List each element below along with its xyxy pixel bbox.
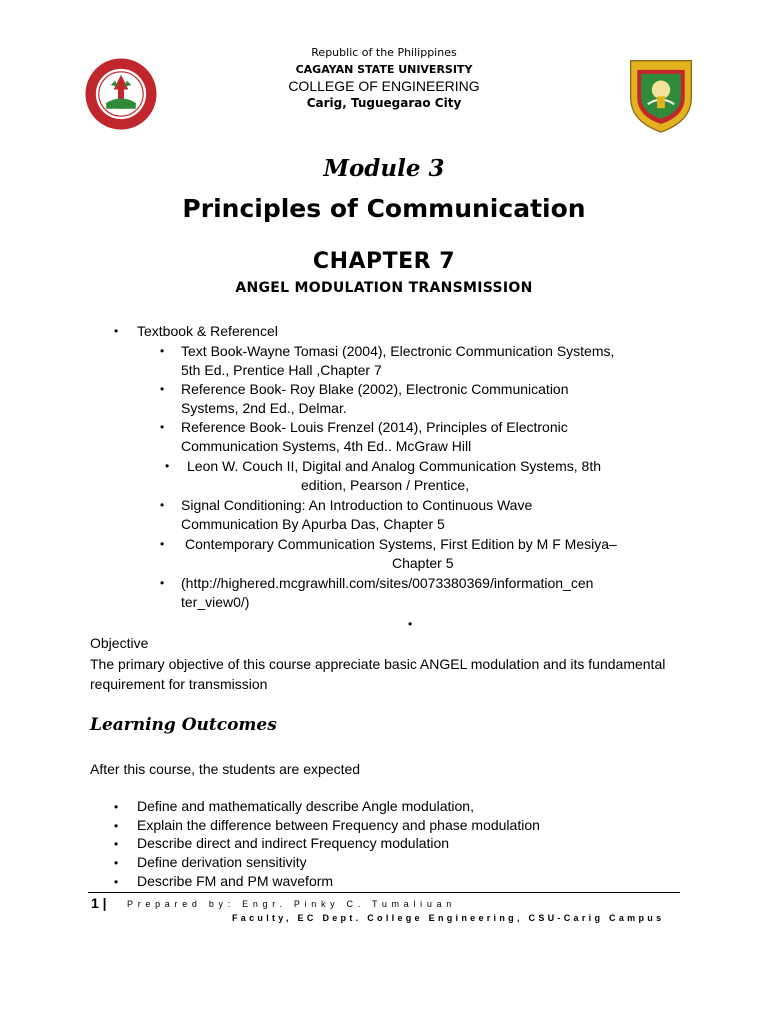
header-republic: Republic of the Philippines [311,46,457,59]
bullet: • [114,875,119,889]
reference-item-cont: Communication Systems, 4th Ed.. McGraw Hill [181,438,472,454]
reference-item-cont: Systems, 2nd Ed., Delmar. [181,400,347,416]
outcome-item: Describe direct and indirect Frequency modulation [137,835,450,851]
page-number: 1 | [91,895,107,911]
bullet: • [160,382,165,396]
reference-item-cont: Chapter 5 [392,555,454,571]
footer-prepared-by: Prepared by: Engr. Pinky C. Tumaliuan [127,899,456,909]
outcome-item: Explain the difference between Frequency and phase modulation [137,817,540,833]
footer-faculty: Faculty, EC Dept. College Engineering, CSU-Carig Campus [232,913,665,923]
bullet: • [160,344,165,358]
bullet: • [408,617,413,631]
bullet: • [160,420,165,434]
document-title: Principles of Communication [182,194,586,223]
bullet: • [160,498,165,512]
header-college: COLLEGE OF ENGINEERING [288,78,480,94]
reference-link[interactable]: (http://highered.mcgrawhill.com/sites/0073380369/information_cen [181,575,594,591]
references-heading: Textbook & Referencel [137,323,278,339]
reference-item-cont: Communication By Apurba Das, Chapter 5 [181,516,445,532]
bullet: • [114,837,119,851]
module-label: Module 3 [323,155,445,182]
bullet: • [160,537,165,551]
bullet: • [114,856,119,870]
reference-item: Contemporary Communication Systems, First Edition by M F Mesiya– [185,536,617,552]
bullet: • [114,800,119,814]
reference-item: Reference Book- Louis Frenzel (2014), Principles of Electronic [181,419,568,435]
reference-item: Reference Book- Roy Blake (2002), Electronic Communication [181,381,569,397]
reference-item: Leon W. Couch II, Digital and Analog Communication Systems, 8th [187,458,601,474]
bullet: • [160,576,165,590]
reference-item: Signal Conditioning: An Introduction to Continuous Wave [181,497,533,513]
objective-heading: Objective [90,635,149,651]
outcome-item: Define derivation sensitivity [137,854,307,870]
bullet: • [114,819,119,833]
footer-divider [88,892,680,893]
learning-outcomes-intro: After this course, the students are expected [90,761,361,777]
bullet: • [114,324,119,338]
reference-item-cont: edition, Pearson / Prentice, [301,477,470,493]
objective-text: The primary objective of this course appreciate basic ANGEL modulation and its fundamental requirement for transmission [90,656,666,692]
reference-item-cont: 5th Ed., Prentice Hall ,Chapter 7 [181,362,382,378]
outcome-item: Define and mathematically describe Angle modulation, [137,798,474,814]
reference-item: Text Book-Wayne Tomasi (2004), Electronic Communication Systems, [181,343,615,359]
bullet: • [165,459,170,473]
header-location: Carig, Tuguegarao City [306,96,462,110]
chapter-subtitle: ANGEL MODULATION TRANSMISSION [235,280,533,296]
reference-link-cont[interactable]: ter_view0/) [181,594,250,610]
chapter-heading: CHAPTER 7 [312,249,456,274]
outcome-item: Describe FM and PM waveform [137,873,334,889]
learning-outcomes-heading: Learning Outcomes [90,715,277,735]
header-university: CAGAYAN STATE UNIVERSITY [295,63,473,76]
